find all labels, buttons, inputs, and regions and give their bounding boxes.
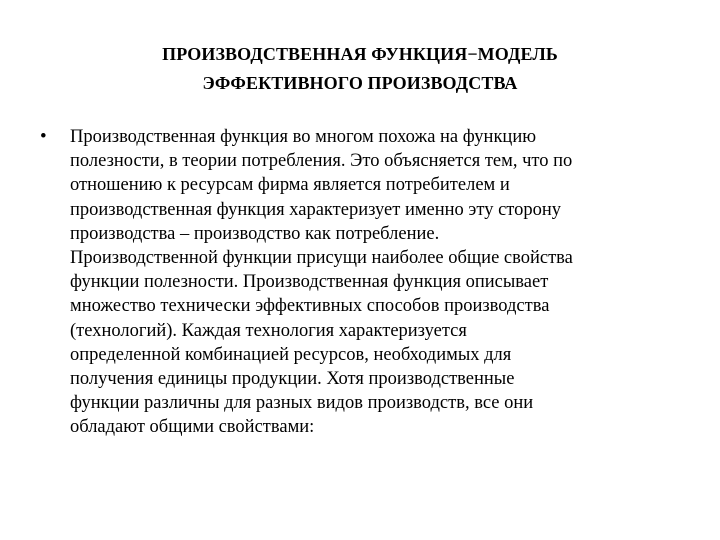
- paragraph-line: полезности, в теории потребления. Это объясняется тем, что по: [70, 151, 573, 172]
- title-line-2: ЭФФЕКТИВНОГО ПРОИЗВОДСТВА: [202, 73, 518, 93]
- slide-title: [60, 40, 660, 98]
- paragraph-line: получения единицы продукции. Хотя производственные: [70, 369, 515, 390]
- paragraph-line: множество технически эффективных способов производства: [70, 296, 550, 317]
- paragraph-line: (технологий). Каждая технология характеризуется: [70, 320, 467, 341]
- paragraph-line: производства – производство как потребление.: [70, 223, 440, 244]
- paragraph-line: отношению к ресурсам фирма является потребителем и: [70, 175, 510, 196]
- bullet-icon: •: [40, 126, 47, 147]
- paragraph-line: функции различны для разных видов производств, все они: [70, 393, 534, 414]
- paragraph-line: определенной комбинацией ресурсов, необходимых для: [70, 344, 512, 365]
- paragraph-line: Производственная функция во многом похожа на функцию: [70, 127, 537, 147]
- bullet-paragraph: [70, 125, 690, 440]
- paragraph-line: Производственной функции присущи наиболее общие свойства: [70, 248, 573, 269]
- paragraph-line: обладают общими свойствами:: [70, 417, 315, 438]
- paragraph-line: функции полезности. Производственная функция описывает: [70, 272, 549, 293]
- title-line-1: ПРОИЗВОДСТВЕННАЯ ФУНКЦИЯ−МОДЕЛЬ: [162, 44, 558, 64]
- paragraph-line: производственная функция характеризует именно эту сторону: [70, 199, 562, 220]
